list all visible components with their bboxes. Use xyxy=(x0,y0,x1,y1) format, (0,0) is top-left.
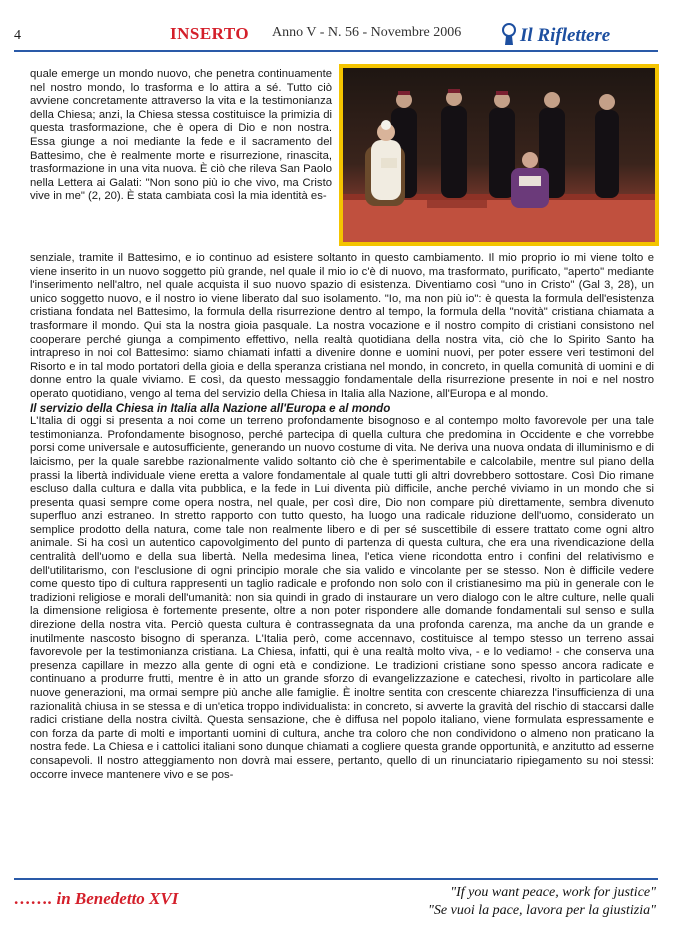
header-rule xyxy=(14,50,658,52)
section-title: INSERTO xyxy=(170,24,250,43)
footer-motto xyxy=(428,884,656,920)
article-paragraph: senziale, tramite il Battesimo, e io continuo ad esistere soltanto in questo cambiamento. Il mio proprio io mi viene tolto e viene inserito in un nuovo soggetto più grande, nel quale il mio io c'è di nuovo, ma trasformato, purificato, "aperto" mediante l'inserimento nell'altro, nel quale acquista il suo nuovo spazio di esistenza. Diventiamo così "uno in Cristo" (Gal 3, 28), un unico soggetto nuovo, e il nostro io viene liberato dal suo isolamento. "Io, ma non più io": è questa la formula dell'esistenza cristiana fondata nel Battesimo, la formula della risurrezione dentro al tempo, la formula della "novità" cristiana chiamata a trasformare il mondo. Qui sta la nostra gioia pasquale. La nostra vocazione e il nostro compito di cristiani consistono nel cooperare perché giunga a compimento effettivo, nella realtà quotidiana della nostra vita, ciò che lo Spirito Santo ha intrapreso in noi col Battesimo: siamo chiamati infatti a divenire donne e uomini nuovi, per poter essere veri testimoni del Risorto e in tal modo portatori della gioia e della speranza cristiana nel mondo, in concreto, in quella comunità di uomini e di donne entro la quale viviamo. E così, da questo messaggio fondamentale della risurrezione presente in noi e nel nostro operato quotidiano, vengo al tema del servizio della Chiesa in Italia alla Nazione, all'Europa e al mondo. xyxy=(30,252,654,400)
article-column-top xyxy=(30,68,332,204)
motto-italian: "Se vuoi la pace, lavora per la giustizia" xyxy=(428,903,656,918)
logo-text: Il Riflettere xyxy=(520,25,611,46)
ceremony-photo xyxy=(343,68,655,242)
section-heading: Il servizio della Chiesa in Italia alla Nazione all'Europa e al mondo xyxy=(30,401,391,415)
article-paragraph: L'Italia di oggi si presenta a noi come un terreno profondamente bisognoso e al contempo molto favorevole per una tale testimonianza. Profondamente bisognoso, perché partecipa di quella cultura che predomina in Occidente e che vorrebbe porsi come universale e autosufficiente, generando un nuovo costume di vita. Ne deriva una nuova ondata di illuminismo e di laicismo, per la quale sarebbe razionalmente valido soltanto ciò che è sperimentabile e calcolabile, mentre sul piano della prassi la libertà individuale viene eretta a valore fondamentale al quale tutti gli altri dovrebbero sottostare. Così Dio rimane escluso dalla cultura e dalla vita pubblica, e la fede in Lui diventa più difficile, anche perché viviamo in un mondo che si presenta quasi sempre come opera nostra, nel quale, per così dire, Dio non compare più direttamente, sembra divenuto superfluo anzi estraneo. In stretto rapporto con tutto questo, ha luogo una radicale riduzione dell'uomo, considerato un semplice prodotto della natura, come tale non realmente libero e di per sé suscettibile di essere trattato come ogni altro animale. Si ha così un autentico capovolgimento del punto di partenza di questa cultura, che era una rivendicazione della centralità dell'uomo e della sua libertà. Nella medesima linea, l'etica viene ricondotta entro i confini del relativismo e dell'utilitarismo, con l'esclusione di ogni principio morale che sia valido e vincolante per se stesso. Non è difficile vedere come questo tipo di cultura rappresenti un taglio radicale e profondo non solo con il cristianesimo ma più in generale con le tradizioni religiose e morali dell'umanità: non sia quindi in grado di instaurare un vero dialogo con le altre culture, nelle quali la dimensione religiosa è fortemente presente, oltre a non poter rispondere alle domande fondamentali sul senso e sulla direzione della nostra vita. Perciò questa cultura è contrassegnata da una profonda carenza, ma anche da un grande e inutilmente nascosto bisogno di speranza. L'Italia però, come accennavo, costituisce al tempo stesso un terreno assai favorevole per la testimonianza cristiana. La Chiesa, infatti, qui è una realtà molto viva, - e lo vediamo! - che conserva una presenza capillare in mezzo alla gente di ogni età e condizione. Le tradizioni cristiane sono spesso ancora radicate e continuano a produrre frutti, mentre è in atto un grande sforzo di evangelizzazione e catechesi, rivolto in particolare alle nuove generazioni, ma ormai sempre più anche alle famiglie. È inoltre sentita con crescente chiarezza l'insufficienza di una razionalità chiusa in se stessa e di un'etica troppo individualista: in concreto, si avverte la gravità del rischio di staccarsi dalle radici cristiane della nostra civiltà. Questa sensazione, che è diffusa nel popolo italiano, viene formulata espressamente e con forza da parte di molti e importanti uomini di cultura, anche tra coloro che non condividono o almeno non praticano la nostra fede. La Chiesa e i cattolici italiani sono dunque chiamati a cogliere questa grande opportunità, e anzitutto ad esserne consapevoli. Il nostro atteggiamento non dovrà mai essere, pertanto, quello di un rinunciatario ripiegamento su noi stessi: occorre invece mantenere vivo e se pos- xyxy=(30,415,655,781)
footer-rule xyxy=(14,878,658,880)
lighthouse-icon xyxy=(500,22,518,46)
photo-benedict-xvi xyxy=(339,64,659,246)
article-paragraph: quale emerge un mondo nuovo, che penetra continuamente nel nostro mondo, lo trasforma e lo attira a sé. Tutto ciò avviene concretamente attraverso la vita e la testimonianza della Chiesa; anzi, la Chiesa stessa costituisce la primizia di questa trasformazione, che è opera di Dio e non nostra. Essa giunge a noi mediante la fede e il sacramento del Battesimo, che è realmente morte e risurrezione, rinascita, trasformazione in una vita nuova. È ciò che rileva San Paolo nella Lettera ai Galati: "Non sono più io che vivo, ma Cristo vive in me" (2, 20). È stata cambiata così la mia identità es- xyxy=(30,68,332,203)
article-body xyxy=(30,252,654,782)
page-number: 4 xyxy=(14,28,21,43)
motto-english: "If you want peace, work for justice" xyxy=(450,885,656,900)
issue-info: Anno V - N. 56 - Novembre 2006 xyxy=(272,25,462,40)
magazine-logo xyxy=(498,20,658,48)
footer-series-title: ……. in Benedetto XVI xyxy=(14,889,179,908)
